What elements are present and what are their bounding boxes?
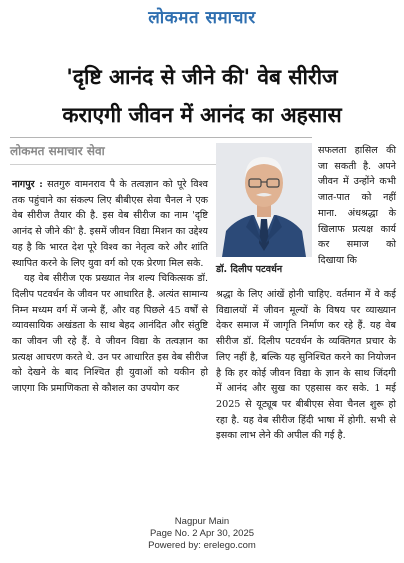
- edition-label: Nagpur Main: [174, 516, 230, 527]
- article-paragraph-1: [12, 177, 208, 271]
- portrait-illustration: [216, 143, 312, 257]
- paragraph-1-text: सतगुरु वामनराव पै के तत्वज्ञान को पूरे विश्व तक पहुंचाने का संकल्प लिए बीबीएस सेवा चैनल ने एक वेब सीरीज तैयार की है. इस वेब सीरीज का नाम 'दृष्टि आनंद से जीने की' है. इसमें जीवन विद्या मिशन का उद्देश्य यह है कि भारत देश पूरे विश्व का नेतृत्व करे और शांति स्थापित करने के लिए युवा वर्ग को एक प्रेरणा मिल सके.: [12, 179, 208, 269]
- divider: [10, 137, 312, 138]
- portrait-photo: [216, 143, 312, 257]
- article-column-right-bottom: श्रद्धा के लिए आंखें होनी चाहिए. वर्तमान में वे कई विद्यालयों में जीवन मूल्यों के विषय पर व्याख्यान देकर समाज में जागृति निर्माण कर रहे हैं. यह वेब सीरीज डॉ. दिलीप पटवर्धन के व्यक्तिगत प्रचार के लिए नहीं है, बल्कि यह सुनिश्चित करने का नियोजन है कि हर कोई जीवन विद्या के ज्ञान के साथ जिंदगी में आनंद और सुख का एहसास कर सके. 1 मई 2025 से यूट्यूब पर बीबीएस सेवा चैनल शुरू हो रहा है. यह वेब सीरीज हिंदी भाषा में होगी. सभी से इसका लाभ लेने की अपील की गई है.: [216, 289, 396, 442]
- powered-by-link[interactable]: Powered by: erelego.com: [148, 540, 256, 551]
- article-headline: [10, 58, 394, 134]
- masthead: [0, 0, 404, 32]
- masthead-title: लोकमत समाचार: [148, 7, 256, 28]
- article-column-right-top: सफलता हासिल की जा सकती है. अपने जीवन में उन्होंने कभी जात-पात को नहीं माना. अंधश्रद्धा के खिलाफ प्रत्यक्ष कार्य कर समाज को दिखाया कि: [318, 145, 396, 266]
- page-date-label: Page No. 2 Apr 30, 2025: [149, 528, 255, 539]
- article-column-left: [12, 177, 208, 397]
- dateline: नागपुर :: [12, 179, 43, 190]
- page-footer: [0, 516, 404, 552]
- byline: लोकमत समाचार सेवा: [10, 144, 105, 158]
- article-paragraph-2: यह वेब सीरीज एक प्रख्यात नेत्र शल्य चिकित्सक डॉ. दिलीप पटवर्धन के जीवन पर आधारित है. अत्यंत सामान्य निम्न मध्यम वर्ग में जन्मे हैं, और वह पिछले 45 वर्षों से व्यावसायिक अखंडता के साथ बेहद आनंदित और संतुष्टि का जीवन जी रहे हैं. वे जीवन विद्या के तत्वज्ञान का प्रत्यक्ष आचरण करते थे. उन पर आधारित इस वेब सीरीज को देखने के बाद निश्चित ही युवाओं को यकीन हो जाएगा कि प्रमाणिकता से कौशल का उपयोग कर: [12, 273, 208, 395]
- headline-line-1: 'दृष्टि आनंद से जीने की' वेब सीरीज: [66, 65, 338, 89]
- photo-caption: डॉ. दिलीप पटवर्धन: [216, 264, 283, 275]
- headline-line-2: कराएगी जीवन में आनंद का अहसास: [62, 103, 342, 127]
